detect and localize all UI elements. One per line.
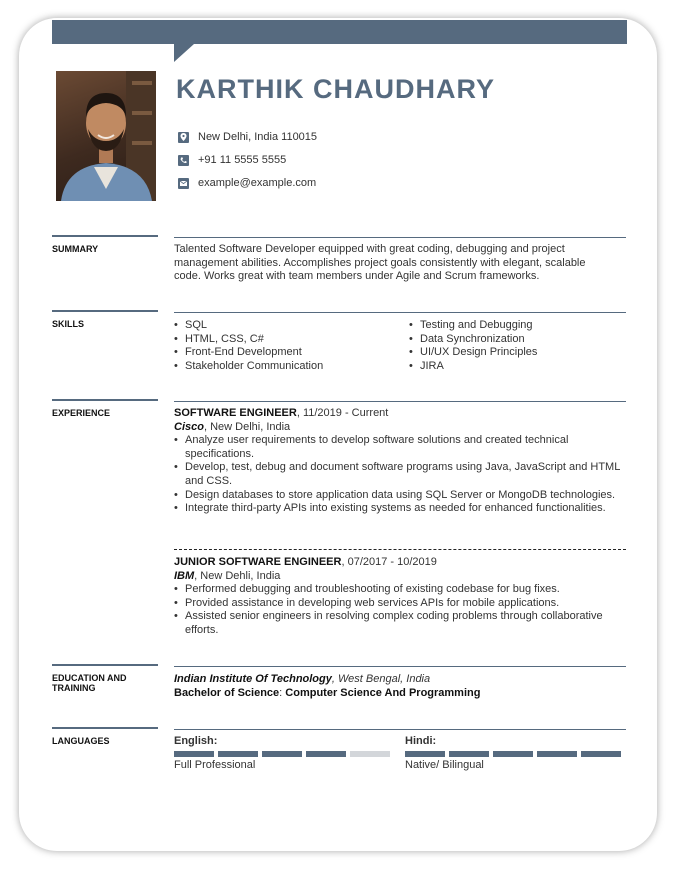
email-icon	[178, 178, 189, 189]
language-level-text: Native/ Bilingual	[405, 759, 484, 771]
language-level-segment	[218, 751, 258, 757]
phone-text: +91 11 5555 5555	[198, 154, 287, 166]
job-company-line	[174, 570, 626, 584]
job-bullet: • Design databases to store application data using SQL Server or MongoDB technologies.	[174, 489, 626, 503]
language-level-segment	[306, 751, 346, 757]
skills-label: SKILLS	[52, 319, 85, 329]
language-name: English:	[174, 735, 218, 747]
job-company-line	[174, 421, 626, 435]
job-dates: , 07/2017 - 10/2019	[341, 556, 437, 568]
summary-line: management abilities. Accomplishes project goals consistently with elegant, scalable	[174, 256, 586, 269]
skill-item: • SQL	[174, 319, 394, 333]
phone-row	[178, 154, 286, 166]
education-rule-right	[174, 666, 626, 667]
summary-label: SUMMARY	[52, 244, 99, 254]
degree-field: Computer Science And Programming	[285, 686, 481, 699]
summary-text	[174, 243, 624, 284]
job-entry	[174, 556, 626, 638]
language-level-segment	[262, 751, 302, 757]
job-divider	[174, 549, 626, 550]
languages-label: LANGUAGES	[52, 736, 110, 746]
skill-item: • HTML, CSS, C#	[174, 333, 394, 347]
skills-rule-right	[174, 312, 626, 313]
address-row	[178, 131, 317, 143]
degree-line	[174, 687, 626, 701]
education-entry	[174, 673, 626, 700]
summary-line: Talented Software Developer equipped with great coding, debugging and project	[174, 243, 565, 255]
languages-rule-right	[174, 729, 626, 730]
skill-item: • Stakeholder Communication	[174, 360, 394, 374]
job-title-line	[174, 556, 626, 570]
email-row	[178, 177, 316, 189]
language-level-bar	[405, 751, 621, 757]
experience-label: EXPERIENCE	[52, 408, 111, 418]
job-title-line	[174, 407, 626, 421]
education-label	[52, 673, 152, 693]
summary-line: code. Works great with team members under Agile and Scrum frameworks.	[174, 270, 540, 283]
language-level-segment	[493, 751, 533, 757]
summary-rule-left	[52, 235, 158, 237]
language-level-segment	[537, 751, 577, 757]
skill-item: • Data Synchronization	[409, 333, 624, 347]
language-level-segment	[350, 751, 390, 757]
language-level-segment	[449, 751, 489, 757]
job-company: Cisco	[174, 420, 204, 433]
job-bullet: • Performed debugging and troubleshooting of existing codebase for bug fixes.	[174, 583, 626, 597]
degree-separator: :	[279, 686, 286, 699]
address-text: New Delhi, India 110015	[198, 131, 318, 143]
job-bullet: • Develop, test, debug and document software programs using Java, JavaScript and HTML and CSS.	[174, 461, 626, 488]
job-title: SOFTWARE ENGINEER	[174, 407, 297, 419]
language-name: Hindi:	[405, 735, 437, 747]
languages-rule-left	[52, 727, 158, 729]
language-level-segment	[174, 751, 214, 757]
school-place: , West Bengal, India	[331, 673, 431, 685]
phone-icon	[178, 155, 189, 166]
education-label-line: EDUCATION AND	[52, 673, 127, 683]
candidate-name: KARTHIK CHAUDHARY	[176, 74, 495, 104]
language-level-text: Full Professional	[174, 759, 256, 771]
profile-photo	[56, 71, 156, 201]
experience-rule-left	[52, 399, 158, 401]
school-line	[174, 673, 626, 687]
job-location: , New Dehli, India	[194, 569, 281, 582]
job-title: JUNIOR SOFTWARE ENGINEER	[174, 556, 342, 568]
header-bar-notch	[174, 44, 194, 62]
job-entry	[174, 407, 626, 516]
job-location: , New Delhi, India	[203, 420, 291, 433]
job-dates: , 11/2019 - Current	[296, 407, 389, 419]
skill-item: • UI/UX Design Principles	[409, 346, 624, 360]
job-bullet: • Analyze user requirements to develop software solutions and created technical specifications.	[174, 434, 626, 461]
experience-rule-right	[174, 401, 626, 402]
language-level-segment	[405, 751, 445, 757]
school-name: Indian Institute Of Technology	[174, 673, 332, 685]
job-company: IBM	[174, 569, 195, 582]
location-pin-icon	[178, 132, 189, 143]
email-text: example@example.com	[198, 177, 317, 189]
skill-item: • JIRA	[409, 360, 624, 374]
skill-item: • Testing and Debugging	[409, 319, 624, 333]
language-level-segment	[581, 751, 621, 757]
header-bar	[52, 20, 627, 44]
skill-item: • Front-End Development	[174, 346, 394, 360]
skills-left-column	[174, 319, 394, 373]
job-bullet: • Provided assistance in developing web services APIs for mobile applications.	[174, 597, 626, 611]
skills-rule-left	[52, 310, 158, 312]
summary-rule-right	[174, 237, 626, 238]
job-bullet: • Assisted senior engineers in resolving complex coding problems through collaborative efforts.	[174, 610, 626, 637]
job-bullet: • Integrate third-party APIs into existing systems as needed for enhanced functionalities.	[174, 502, 626, 516]
language-level-bar	[174, 751, 390, 757]
education-rule-left	[52, 664, 158, 666]
degree-name: Bachelor of Science	[174, 686, 280, 699]
skills-right-column	[409, 319, 624, 373]
education-label-line: TRAINING	[52, 683, 96, 693]
